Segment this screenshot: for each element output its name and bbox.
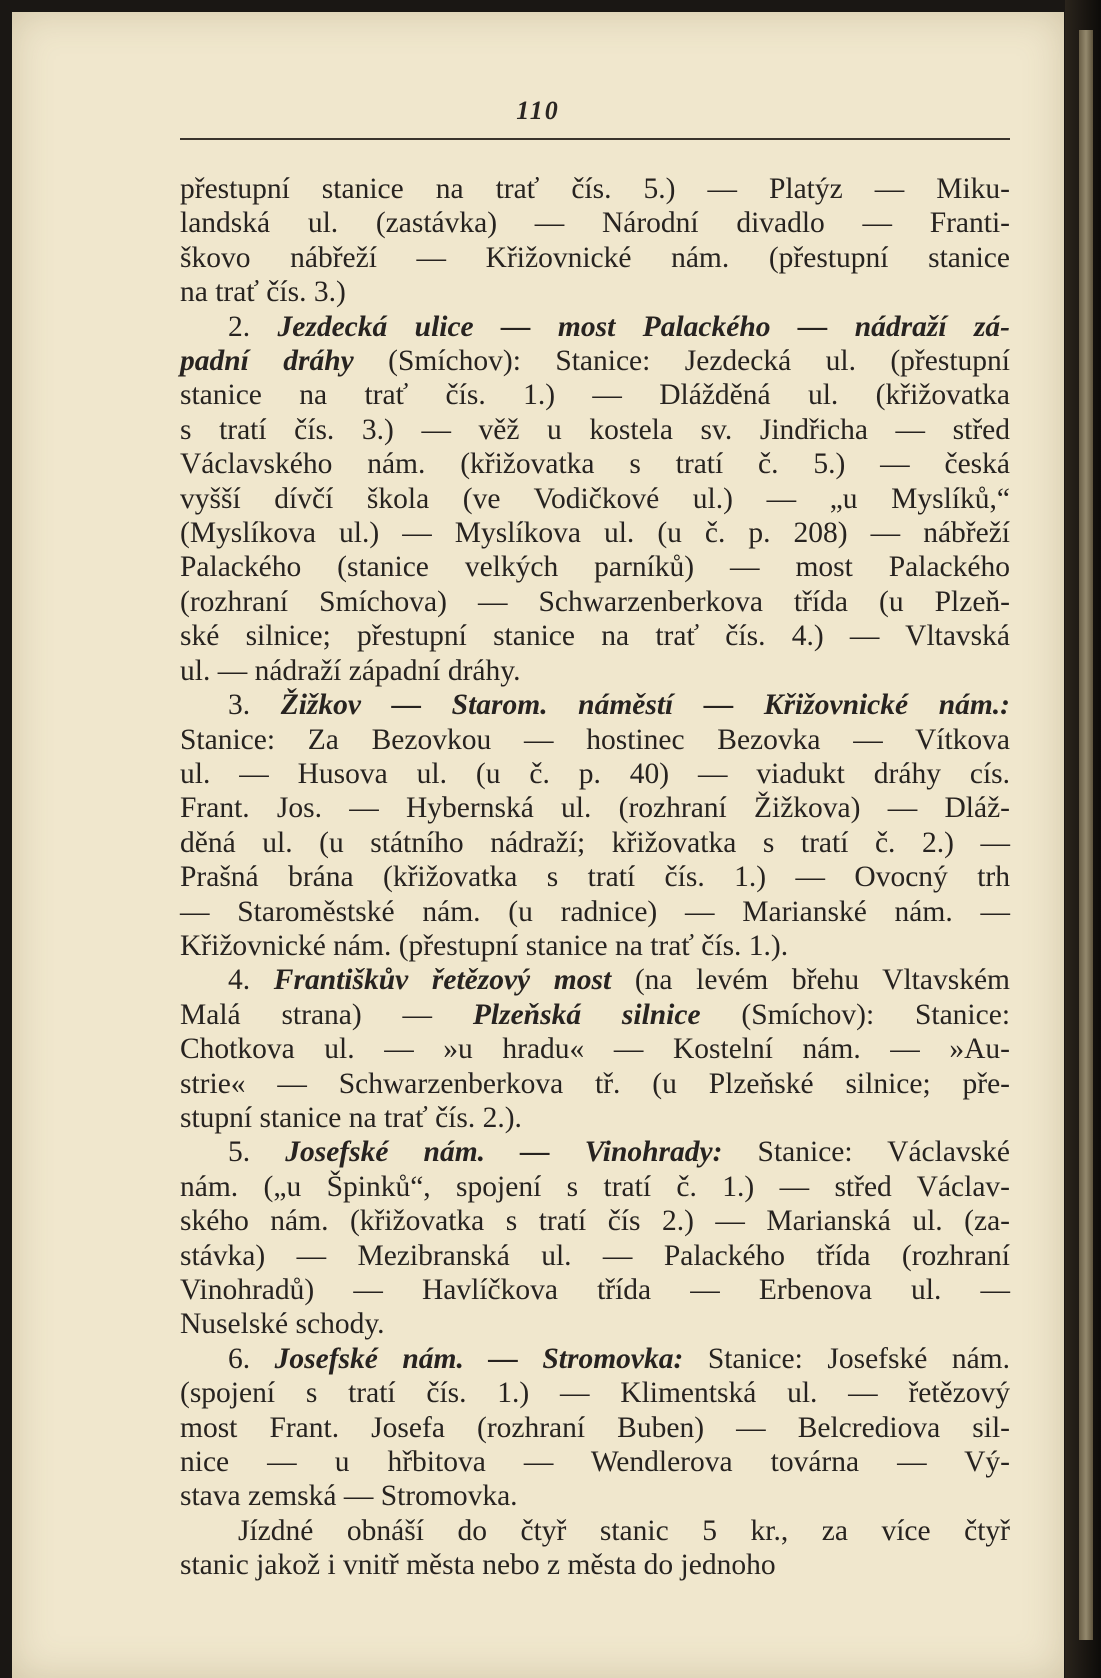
text-run: stupní stanice na trať čís. 2.). bbox=[180, 1101, 522, 1134]
italic-route-name: Františkův řetězový most bbox=[273, 964, 612, 997]
italic-route-name: Plzeňská silnice bbox=[472, 998, 701, 1031]
text-line bbox=[180, 275, 1010, 309]
paragraph bbox=[180, 963, 1010, 1135]
text-line bbox=[180, 1479, 1010, 1513]
text-line bbox=[180, 1239, 1010, 1273]
text-line bbox=[180, 241, 1010, 275]
italic-route-name: Josefské nám. — Stromovka: bbox=[274, 1342, 684, 1375]
text-run: Chotkova ul. — »u hradu« — Kostelní nám. — »Au- bbox=[180, 1033, 1010, 1066]
text-line bbox=[180, 1032, 1010, 1066]
text-line bbox=[180, 688, 1010, 722]
text-line bbox=[180, 1411, 1010, 1445]
text-run: stanice na trať čís. 1.) — Dlážděná ul. (křižovatka bbox=[180, 379, 1010, 412]
paragraph bbox=[180, 172, 1010, 310]
text-run: děná ul. (u státního nádraží; křižovatka s tratí č. 2.) — bbox=[180, 826, 1010, 859]
text-line bbox=[180, 413, 1010, 447]
text-run: škovo nábřeží — Křižovnické nám. (přestupní stanice bbox=[180, 241, 1010, 274]
text-run: ského nám. (křižovatka s tratí čís 2.) — Marianská ul. (za- bbox=[180, 1205, 1010, 1238]
text-run: (Smíchov): Stanice: Jezdecká ul. (přestupní bbox=[353, 345, 1010, 378]
text-run: vyšší dívčí škola (ve Vodičkové ul.) — „u Myslíků,“ bbox=[180, 482, 1010, 515]
text-run: (na levém břehu Vltavském bbox=[611, 964, 1010, 997]
italic-route-name: Jezdecká ulice — most Palackého — nádraží zá- bbox=[277, 310, 1011, 343]
text-run: 5. bbox=[228, 1136, 286, 1169]
text-line bbox=[180, 929, 1010, 963]
text-run: Vinohradů) — Havlíčkova třída — Erbenova ul. — bbox=[180, 1274, 1010, 1306]
text-run: nám. („u Špinků“, spojení s tratí č. 1.) — střed Václav- bbox=[180, 1170, 1010, 1203]
text-run: ské silnice; přestupní stanice na trať čís. 4.) — Vltavská bbox=[180, 620, 1010, 653]
header-rule bbox=[180, 138, 1010, 140]
text-line bbox=[180, 585, 1010, 619]
paragraph bbox=[180, 688, 1010, 963]
text-run: přestupní stanice na trať čís. 5.) — Platýz — Miku- bbox=[180, 173, 1010, 205]
text-run: ul. — nádraží západní dráhy. bbox=[180, 654, 521, 687]
paragraph bbox=[180, 1135, 1010, 1341]
text-run: ul. — Husova ul. (u č. p. 40) — viadukt dráhy cís. bbox=[180, 757, 1010, 790]
text-run: Stanice: Václavské bbox=[722, 1136, 1011, 1169]
text-run: stanic jakož i vnitř města nebo z města do jednoho bbox=[180, 1549, 776, 1582]
text-run: Nuselské schody. bbox=[180, 1308, 385, 1341]
text-line bbox=[180, 310, 1010, 344]
text-line bbox=[180, 998, 1010, 1032]
text-line bbox=[180, 723, 1010, 757]
text-run: Václavského nám. (křižovatka s tratí č. 5.) — česká bbox=[180, 448, 1010, 481]
text-line bbox=[180, 206, 1010, 240]
text-line bbox=[180, 172, 1010, 206]
text-run: most Frant. Josefa (rozhraní Buben) — Belcrediova sil- bbox=[180, 1411, 1010, 1444]
text-line bbox=[180, 1273, 1010, 1307]
text-run: Jízdné obnáší do čtyř stanic 5 kr., za více čtyř bbox=[238, 1514, 1010, 1547]
text-line bbox=[180, 826, 1010, 860]
text-run: (rozhraní Smíchova) — Schwarzenberkova třída (u Plzeň- bbox=[180, 585, 1010, 618]
text-line bbox=[180, 378, 1010, 412]
text-line bbox=[180, 1101, 1010, 1135]
text-run: na trať čís. 3.) bbox=[180, 276, 346, 309]
text-line bbox=[180, 654, 1010, 688]
text-line bbox=[180, 482, 1010, 516]
text-line bbox=[180, 757, 1010, 791]
text-line bbox=[180, 550, 1010, 584]
text-line bbox=[180, 860, 1010, 894]
text-line bbox=[180, 447, 1010, 481]
text-run: strie« — Schwarzenberkova tř. (u Plzeňské silnice; pře- bbox=[180, 1067, 1010, 1100]
text-run: Stanice: Josefské nám. bbox=[683, 1342, 1010, 1375]
text-run: nice — u hřbitova — Wendlerova továrna — Vý- bbox=[180, 1446, 1010, 1479]
text-run: stava zemská — Stromovka. bbox=[180, 1480, 518, 1513]
paragraph bbox=[180, 310, 1010, 688]
text-run: Frant. Jos. — Hybernská ul. (rozhraní Žižkova) — Dláž- bbox=[180, 792, 1010, 825]
text-line bbox=[180, 1514, 1010, 1548]
text-line bbox=[180, 516, 1010, 550]
text-line bbox=[180, 895, 1010, 929]
text-run: Malá strana) — bbox=[180, 998, 473, 1031]
text-run: Křižovnické nám. (přestupní stanice na trať čís. 1.). bbox=[180, 929, 789, 962]
text-line bbox=[180, 1548, 1010, 1582]
text-line bbox=[180, 1170, 1010, 1204]
text-line bbox=[180, 1204, 1010, 1238]
italic-route-name: Žižkov — Starom. náměstí — Křižovnické nám.: bbox=[280, 689, 1011, 722]
text-run: 4. bbox=[228, 964, 274, 997]
text-run: 2. bbox=[228, 310, 278, 343]
italic-route-name: Josefské nám. — Vinohrady: bbox=[285, 1136, 723, 1169]
body-text bbox=[180, 172, 1010, 1583]
text-run: s tratí čís. 3.) — věž u kostela sv. Jindřicha — střed bbox=[180, 413, 1010, 446]
page-edge bbox=[1079, 30, 1093, 1640]
text-run: Palackého (stanice velkých parníků) — most Palackého bbox=[180, 551, 1010, 584]
page-number: 110 bbox=[516, 96, 560, 125]
text-run: (spojení s tratí čís. 1.) — Klimentská ul. — řetězový bbox=[180, 1377, 1010, 1410]
text-run: Stanice: Za Bezovkou — hostinec Bezovka — Vítkova bbox=[180, 723, 1010, 756]
text-run: — Staroměstské nám. (u radnice) — Marianské nám. — bbox=[180, 895, 1010, 928]
text-run: (Smíchov): Stanice: bbox=[700, 998, 1011, 1031]
text-line bbox=[180, 1067, 1010, 1101]
text-run: stávka) — Mezibranská ul. — Palackého třída (rozhraní bbox=[180, 1239, 1010, 1272]
text-run: (Myslíkova ul.) — Myslíkova ul. (u č. p. 208) — nábřeží bbox=[180, 517, 1010, 550]
text-line bbox=[180, 344, 1010, 378]
text-run: 6. bbox=[228, 1342, 275, 1375]
text-line bbox=[180, 1135, 1010, 1169]
text-line bbox=[180, 791, 1010, 825]
text-line bbox=[180, 1445, 1010, 1479]
italic-route-name: padní dráhy bbox=[180, 345, 354, 378]
paragraph bbox=[180, 1514, 1010, 1583]
paragraph bbox=[180, 1342, 1010, 1514]
text-line bbox=[180, 1376, 1010, 1410]
text-run: landská ul. (zastávka) — Národní divadlo — Franti- bbox=[180, 207, 1010, 240]
text-line bbox=[180, 1342, 1010, 1376]
book-page bbox=[12, 12, 1064, 1678]
text-run: Prašná brána (křižovatka s tratí čís. 1.) — Ovocný trh bbox=[180, 861, 1010, 894]
text-line bbox=[180, 963, 1010, 997]
text-line bbox=[180, 1307, 1010, 1341]
text-run: 3. bbox=[228, 689, 281, 722]
text-line bbox=[180, 619, 1010, 653]
